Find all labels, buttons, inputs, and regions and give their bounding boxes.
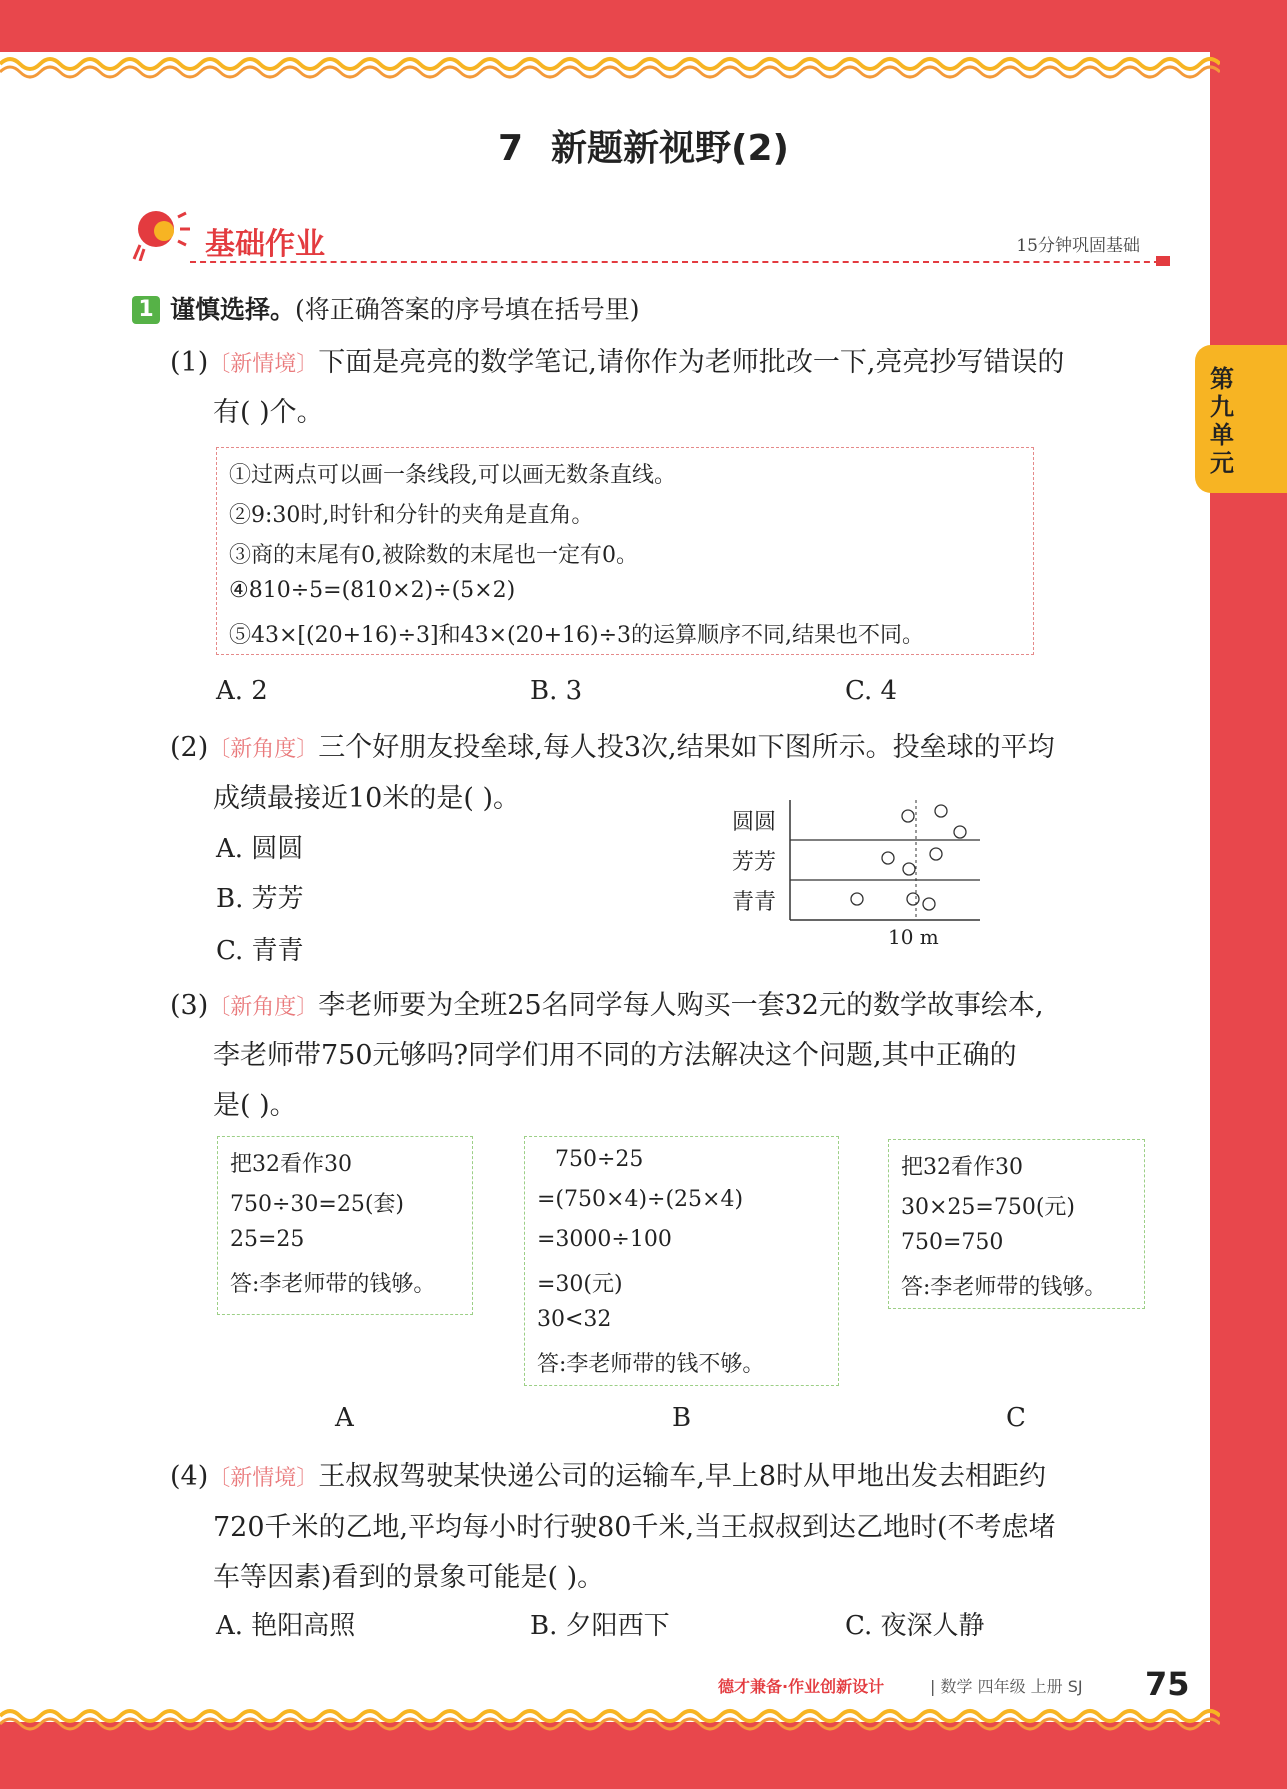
problem-2-line-1 xyxy=(170,725,1055,764)
bulb-icon xyxy=(130,205,194,261)
divider-end-mark xyxy=(1156,256,1170,266)
throw-chart xyxy=(785,795,985,945)
problem-1-text: 下面是亮亮的数学笔记,请你作为老师批改一下,亮亮抄写错误的 xyxy=(318,347,1065,378)
solution-line: 答:李老师带的钱够。 xyxy=(230,1272,436,1297)
solution-line: =30(元) xyxy=(537,1272,623,1297)
data-point xyxy=(903,863,915,875)
data-point xyxy=(882,852,894,864)
data-point xyxy=(902,810,914,822)
section-subtitle: 15分钟巩固基础 xyxy=(1016,236,1140,256)
question-title: 谨慎选择。 xyxy=(170,295,296,324)
title-number: 7 xyxy=(497,128,524,169)
section-header xyxy=(130,205,1170,265)
problem-2-number: (2) xyxy=(170,732,209,763)
title-text: 新题新视野(2) xyxy=(551,128,790,169)
problem-2-text-2: 成绩最接近10米的是( )。 xyxy=(213,783,521,814)
option-c[interactable]: C. 夜深人静 xyxy=(845,1611,985,1641)
page-title xyxy=(0,120,1287,171)
option-a[interactable]: A. 2 xyxy=(216,676,268,706)
question-number-badge: 1 xyxy=(132,296,160,324)
problem-4-text-2: 720千米的乙地,平均每小时行驶80千米,当王叔叔到达乙地时(不考虑堵 xyxy=(213,1512,1056,1543)
question-hint: (将正确答案的序号填在括号里) xyxy=(295,295,640,324)
option-a[interactable]: A xyxy=(335,1403,354,1433)
solution-line: 750=750 xyxy=(901,1230,1004,1255)
chart-row-label: 芳芳 xyxy=(732,850,777,875)
problem-1-number: (1) xyxy=(170,347,209,378)
problem-3-text-3: 是( )。 xyxy=(213,1090,297,1121)
option-c[interactable]: C xyxy=(1006,1403,1026,1433)
option-b[interactable]: B xyxy=(672,1403,692,1433)
chart-row-label: 圆圆 xyxy=(732,810,777,835)
note-item: ①过两点可以画一条线段,可以画无数条直线。 xyxy=(229,463,676,488)
chart-row-label: 青青 xyxy=(732,890,777,915)
unit-tab-label: 第九单元 xyxy=(1210,365,1234,477)
option-c[interactable]: C. 4 xyxy=(845,676,898,706)
question-heading xyxy=(132,290,640,326)
note-item: ②9:30时,时针和分针的夹角是直角。 xyxy=(229,503,594,528)
option-a[interactable]: A. 艳阳高照 xyxy=(216,1611,356,1641)
solution-line: 750÷25 xyxy=(555,1147,644,1172)
data-point xyxy=(954,826,966,838)
data-point xyxy=(923,898,935,910)
solution-box-b xyxy=(524,1136,839,1386)
bottom-wave-border xyxy=(0,1702,1220,1742)
solution-line: 答:李老师带的钱不够。 xyxy=(537,1352,765,1377)
solution-line: 30×25=750(元) xyxy=(901,1195,1076,1220)
solution-line: 把32看作30 xyxy=(901,1155,1023,1180)
option-c[interactable]: C. 青青 xyxy=(216,936,304,966)
option-a[interactable]: A. 圆圆 xyxy=(216,834,304,864)
footer-brand: 德才兼备·作业创新设计 xyxy=(718,1677,885,1696)
problem-2-tag: 〔新角度〕 xyxy=(208,737,319,762)
solution-line: =(750×4)÷(25×4) xyxy=(537,1187,744,1212)
problem-3-number: (3) xyxy=(170,990,209,1021)
problem-4-text: 王叔叔驾驶某快递公司的运输车,早上8时从甲地出发去相距约 xyxy=(318,1461,1047,1492)
solution-box-c xyxy=(888,1139,1145,1309)
note-item: ③商的末尾有0,被除数的末尾也一定有0。 xyxy=(229,543,638,568)
data-point xyxy=(851,893,863,905)
solution-line: 30<32 xyxy=(537,1307,612,1332)
page-number: 75 xyxy=(1145,1665,1190,1703)
chart-axis-label: 10 m xyxy=(888,925,939,949)
problem-4-tag: 〔新情境〕 xyxy=(208,1466,319,1491)
data-point xyxy=(930,848,942,860)
problem-1-line-1 xyxy=(170,340,1064,379)
data-point xyxy=(907,893,919,905)
note-item: ⑤43×[(20+16)÷3]和43×(20+16)÷3的运算顺序不同,结果也不同。 xyxy=(229,623,925,648)
footer-info: | 数学 四年级 上册 SJ xyxy=(930,1677,1083,1696)
problem-4-line-1 xyxy=(170,1454,1046,1493)
problem-1-tag: 〔新情境〕 xyxy=(208,352,319,377)
problem-3-text: 李老师要为全班25名同学每人购买一套32元的数学故事绘本, xyxy=(318,990,1044,1021)
section-divider xyxy=(190,261,1170,263)
problem-3-text-2: 李老师带750元够吗?同学们用不同的方法解决这个问题,其中正确的 xyxy=(213,1040,1017,1071)
solution-line: 答:李老师带的钱够。 xyxy=(901,1275,1107,1300)
solution-line: 把32看作30 xyxy=(230,1152,352,1177)
solution-line: 750÷30=25(套) xyxy=(230,1192,405,1217)
note-item: ④810÷5=(810×2)÷(5×2) xyxy=(229,578,516,603)
problem-1-text-2: 有( )个。 xyxy=(213,397,324,428)
problem-4-text-3: 车等因素)看到的景象可能是( )。 xyxy=(213,1562,605,1593)
unit-side-tab xyxy=(1195,345,1287,493)
option-b[interactable]: B. 夕阳西下 xyxy=(530,1611,670,1641)
solution-box-a xyxy=(217,1136,473,1315)
option-b[interactable]: B. 3 xyxy=(530,676,583,706)
top-wave-border xyxy=(0,44,1220,84)
option-b[interactable]: B. 芳芳 xyxy=(216,884,304,914)
data-point xyxy=(935,805,947,817)
problem-3-tag: 〔新角度〕 xyxy=(208,995,319,1020)
problem-2-text: 三个好朋友投垒球,每人投3次,结果如下图所示。投垒球的平均 xyxy=(318,732,1055,763)
solution-line: 25=25 xyxy=(230,1227,305,1252)
problem-3-line-1 xyxy=(170,983,1044,1022)
solution-line: =3000÷100 xyxy=(537,1227,672,1252)
problem-4-number: (4) xyxy=(170,1461,209,1492)
section-label: 基础作业 xyxy=(205,227,325,262)
notes-box xyxy=(216,447,1034,655)
